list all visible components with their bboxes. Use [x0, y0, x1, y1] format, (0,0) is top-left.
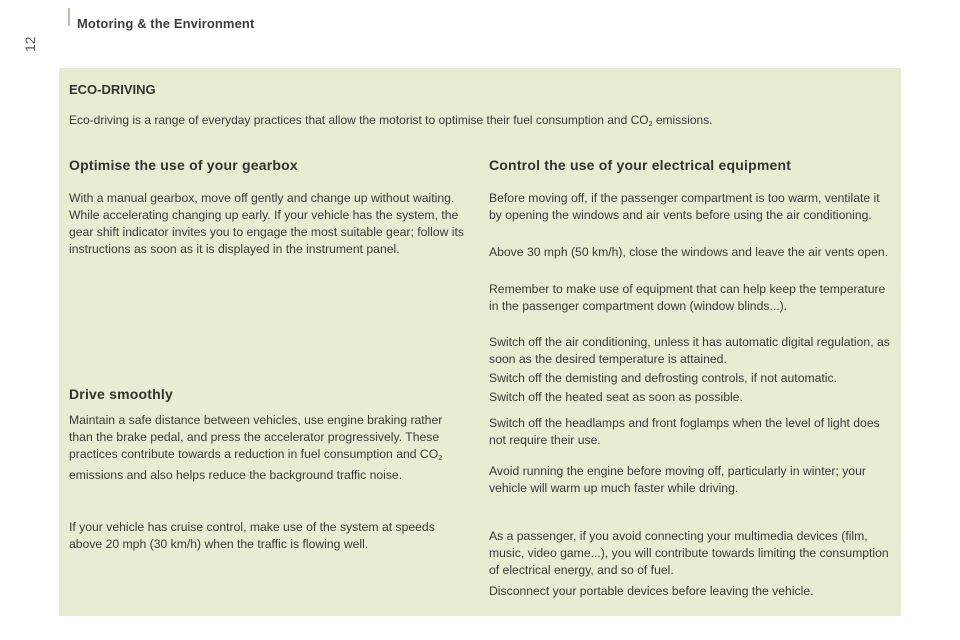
electrical-paragraph: Switch off the air conditioning, unless it has automatic digital regulation, as soon as the desired temperature is attained. [489, 335, 890, 366]
gearbox-section [69, 157, 469, 173]
electrical-p5-wrap [489, 389, 891, 406]
page-number: 12 [22, 36, 38, 52]
electrical-paragraph: Avoid running the engine before moving off, particularly in winter; your vehicle will warm up much faster while driving. [489, 464, 866, 495]
electrical-paragraph: Switch off the demisting and defrosting controls, if not automatic. [489, 371, 837, 385]
intro-text-end: emissions. [652, 113, 713, 127]
intro-subscript: 2 [648, 121, 653, 128]
drive-body1-wrap [69, 412, 469, 484]
drive-body-1-text: Maintain a safe distance between vehicles, use engine braking rather than the brake pedal, and press the accelerator progressively. These practices contribute towards a reduction in fuel consumption and CO [69, 413, 443, 461]
electrical-paragraph: Remember to make use of equipment that can help keep the temperature in the passenger compartment down (window blinds...). [489, 282, 886, 313]
gearbox-body-wrap [69, 190, 469, 258]
intro-text: Eco-driving is a range of everyday practices that allow the motorist to optimise their fuel consumption and CO [69, 113, 649, 127]
electrical-p6-wrap [489, 415, 891, 449]
electrical-paragraph: As a passenger, if you avoid connecting your multimedia devices (film, music, video game...), you will contribute towards limiting the consumption of electrical energy, and so of fuel. [489, 529, 889, 577]
drive-body-1-text-end: emissions and also helps reduce the background traffic noise. [69, 468, 403, 482]
drive-body-2: If your vehicle has cruise control, make use of the system at speeds above 20 mph (30 km/h) when the traffic is flowing well. [69, 520, 435, 551]
electrical-heading: Control the use of your electrical equipment [489, 157, 792, 173]
gearbox-body: With a manual gearbox, move off gently and change up without waiting. While accelerating changing up early. If your vehicle has the system, the gear shift indicator invites you to engage the most suitable gear; follow its instructions as soon as it is displayed in the instrument panel. [69, 191, 464, 256]
electrical-paragraph: Before moving off, if the passenger compartment is too warm, ventilate it by opening the windows and air vents before using the air conditioning. [489, 191, 880, 222]
electrical-p4-wrap [489, 370, 891, 387]
electrical-paragraph: Disconnect your portable devices before leaving the vehicle. [489, 584, 814, 598]
electrical-paragraph: Switch off the heated seat as soon as possible. [489, 390, 743, 404]
eco-driving-title: ECO-DRIVING [69, 82, 156, 97]
gearbox-heading: Optimise the use of your gearbox [69, 157, 298, 173]
electrical-paragraph: Switch off the headlamps and front foglamps when the level of light does not require their use. [489, 416, 880, 447]
electrical-p3-wrap [489, 334, 891, 368]
drive-body-1-subscript: 2 [438, 455, 443, 462]
electrical-section [489, 157, 891, 173]
electrical-paragraph: Above 30 mph (50 km/h), close the windows and leave the air vents open. [489, 245, 889, 259]
drive-section [69, 386, 469, 402]
drive-body2-wrap [69, 519, 469, 553]
drive-heading: Drive smoothly [69, 386, 173, 402]
header-rule [68, 8, 70, 26]
electrical-p9-wrap [489, 583, 891, 600]
electrical-p0-wrap [489, 190, 891, 224]
electrical-p2-wrap [489, 281, 891, 315]
eco-driving-intro [69, 111, 889, 134]
electrical-p1-wrap [489, 244, 891, 261]
electrical-p7-wrap [489, 463, 891, 497]
drive-body-1 [69, 412, 469, 484]
electrical-p8-wrap [489, 528, 891, 579]
section-title: Motoring & the Environment [77, 16, 255, 31]
